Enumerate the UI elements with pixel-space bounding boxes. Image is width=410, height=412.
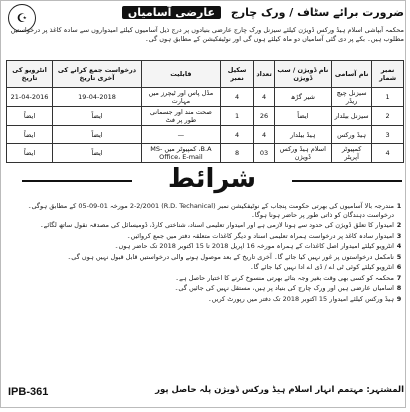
term-text: ہیڈ ورکس کیلئے امیدوار 15 اکتوبر 2018 تک دفتر میں رپورٹ کریں۔ (207, 294, 394, 303)
cell: 19-04-2018 (53, 88, 142, 107)
cell: 4 (254, 88, 274, 107)
cell: 4 (220, 88, 253, 107)
cell: 26 (254, 107, 274, 126)
cell: B.A، کمپیوٹر میں MS-Office، E-mail (141, 144, 220, 163)
col-serial: نمبر شمار (372, 61, 404, 88)
table-row (7, 144, 404, 163)
conditions-title: شرائط (167, 164, 257, 194)
term-text: اسامیاں عارضی ہیں اور ورک چارج کی بنیاد پر ہیں، مستقل نہیں کی جائیں گی۔ (174, 284, 394, 292)
cell: 4 (220, 126, 253, 144)
col-division: نام ڈویژن / سب ڈویژن (274, 61, 331, 88)
term-text: امیدوار کا تعلق ڈویژن کی حدود سے ہونا لازمی ہے اور امیدوار تعلیمی اسناد، شناختی کارڈ، ڈومیسائل کی مصدقہ نقول ساتھ لگائے۔ (39, 221, 394, 229)
emblem-glyph: ☪ (16, 11, 28, 25)
list-item (6, 221, 404, 230)
term-text: مندرجہ بالا آسامیوں کی بھرتی حکومت پنجاب کے نوٹیفکیشن نمبر (R.D. Techanical) 2-2/2001 مورخہ 01-09-05 کے مطابق ہوگی۔ درخواست دہندگان کو ذاتی طور پر حاضر ہونا ہوگا۔ (27, 202, 394, 219)
cell: 1 (372, 88, 404, 107)
cell: 1 (220, 107, 253, 126)
list-item (6, 253, 404, 262)
term-text: امیدوار سادہ کاغذ پر درخواست ہمراہ تعلیمی اسناد و دیگر کاغذات متعلقہ دفتر میں جمع کروائیں۔ (126, 231, 394, 240)
cell: مڈل پاس اور ٹیچرز میں مہارت (141, 88, 220, 107)
intro-paragraph: محکمہ آبپاشی اسلام ہیڈ ورکس ڈویژن کیلئے سیزنل ورک چارج عارضی بنیادوں پر درج ذیل آسامیوں کیلئے امیدواروں سے سادہ کاغذ پر درخواستیں مطلوب ہیں۔ بکے پر دی گئی آسامیاں دو ماہ کیلئے ہوں گی اور نوٹیفکیشن کے مطابق ہوں گی۔ (10, 26, 404, 43)
term-text: انٹرویو کیلئے امیدوار اصل کاغذات کے ہمراہ مورخہ 16 اپریل 2018 تا 15 اکتوبر 2018 تک حاضر ہوں۔ (114, 242, 394, 250)
cell: کمپیوٹر آپریٹر (331, 144, 371, 163)
list-item (6, 295, 404, 304)
ad-title (127, 6, 404, 24)
list-item (6, 242, 404, 251)
term-text: انٹرویو کیلئے کوئی ٹی اے / ڈی اے ادا نہیں کیا جائے گا۔ (249, 263, 394, 271)
temporary-posts-tag: عارضی آسامیاں (122, 6, 221, 19)
list-item (6, 202, 404, 219)
cell: صحت مند اور جسمانی طور پر فٹ (141, 107, 220, 126)
advertiser-footer: المشتہر: مہتمم انہار اسلام ہیڈ ورکس ڈویژن پلہ حاصل پور (155, 385, 404, 395)
cell: 3 (372, 126, 404, 144)
term-number: 3 (396, 231, 402, 240)
cell: ایضاً (53, 144, 142, 163)
cell: ایضاً (7, 144, 53, 163)
cell: سیزنل بیلدار (331, 107, 371, 126)
table-row (7, 126, 404, 144)
cell: ہیڈ ورکس (331, 126, 371, 144)
term-number: 2 (396, 221, 402, 229)
cell: شیر گڑھ (274, 88, 331, 107)
col-qualification: قابلیت (141, 61, 220, 88)
col-scale: سکیل نمبر (220, 61, 253, 88)
term-text: محکمہ کو کسی بھی وقت بغیر وجہ بتائے بھرتی منسوخ کرنے کا اختیار حاصل ہے۔ (175, 273, 394, 282)
term-number: 6 (396, 263, 402, 271)
cell: ایضاً (53, 107, 142, 126)
conditions-heading (22, 164, 402, 198)
col-post-name: نام آسامی (331, 61, 371, 88)
cell: 21-04-2016 (7, 88, 53, 107)
heading-rule-right (292, 180, 402, 182)
col-last-date: درخواست جمع کرانے کی آخری تاریخ (53, 61, 142, 88)
cell: ایضاً (53, 126, 142, 144)
term-number: 4 (396, 242, 402, 250)
cell: — (141, 126, 220, 144)
cell: ایضاً (274, 107, 331, 126)
cell: 2 (372, 107, 404, 126)
cell: 4 (372, 144, 404, 163)
cell: اسلام ہیڈ ورکس ڈویژن (274, 144, 331, 163)
heading-rule-left (22, 180, 132, 182)
list-item (6, 274, 404, 283)
terms-list (6, 202, 404, 305)
term-number: 9 (396, 294, 402, 303)
term-text: نامکمل درخواستوں پر غور نہیں کیا جائے گا۔ آخری تاریخ کے بعد موصول ہونے والی درخواستیں قابل قبول نہیں ہوں گی۔ (67, 252, 394, 261)
table-row (7, 107, 404, 126)
job-advertisement (2, 2, 408, 410)
list-item (6, 284, 404, 293)
term-number: 1 (396, 202, 402, 210)
cell: 4 (254, 126, 274, 144)
cell: 8 (220, 144, 253, 163)
term-number: 8 (396, 284, 402, 292)
col-interview-date: انٹرویو کی تاریخ (7, 61, 53, 88)
col-count: تعداد (254, 61, 274, 88)
term-number: 5 (396, 252, 402, 261)
table-row (7, 88, 404, 107)
cell: ایضاً (7, 126, 53, 144)
title-text: ضرورت برائے سٹاف / ورک چارج (230, 6, 404, 19)
term-number: 7 (396, 273, 402, 282)
cell: 03 (254, 144, 274, 163)
cell: سیزنل چیچ ریڈر (331, 88, 371, 107)
table-header-row (7, 61, 404, 88)
posts-table (6, 60, 404, 163)
ipb-number: IPB-361 (8, 386, 49, 398)
list-item (6, 232, 404, 241)
list-item (6, 263, 404, 272)
cell: ہیڈ بیلدار (274, 126, 331, 144)
cell: ایضاً (7, 107, 53, 126)
